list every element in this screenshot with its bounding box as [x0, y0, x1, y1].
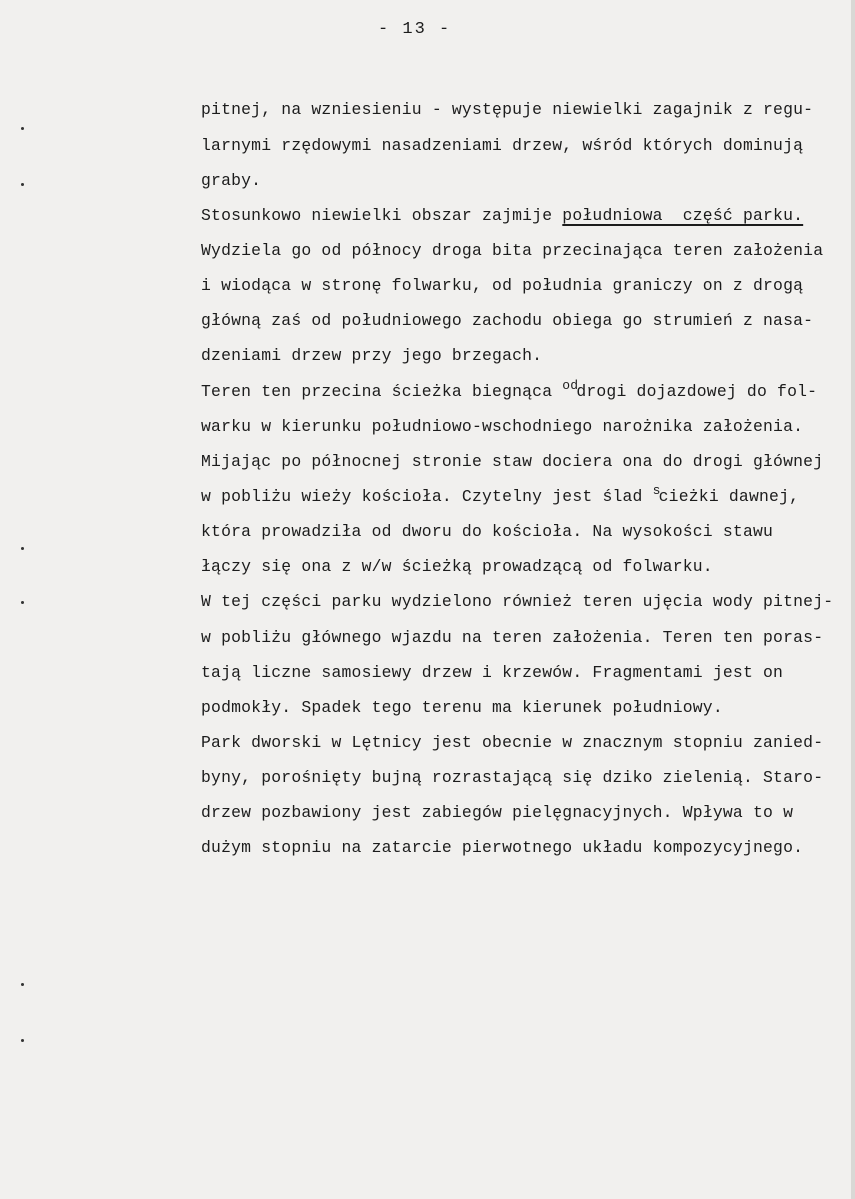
text-segment: cieżki dawnej,: [658, 487, 800, 506]
text-line: Park dworski w Lętnicy jest obecnie w znacznym stopniu zanied-: [201, 733, 824, 752]
margin-mark: [21, 983, 24, 986]
text-line: Wydziela go od północy droga bita przecinająca teren założenia: [201, 241, 824, 260]
text-line: [201, 378, 818, 403]
text-line: podmokły. Spadek tego terenu ma kierunek południowy.: [201, 698, 723, 717]
text-line: warku w kierunku południowo-wschodniego narożnika założenia.: [201, 417, 804, 436]
text-line: byny, porośnięty bujną rozrastającą się dziko zielenią. Staro-: [201, 768, 824, 787]
superscript-insertion: s: [652, 483, 661, 498]
text-segment: drogi dojazdowej do fol-: [576, 382, 818, 401]
text-line: która prowadziła od dworu do kościoła. Na wysokości stawu: [201, 522, 774, 541]
text-segment: Teren ten przecina ścieżka biegnąca: [201, 382, 563, 401]
margin-mark: [21, 183, 24, 186]
text-segment: Stosunkowo niewielki obszar zajmije: [201, 206, 563, 225]
text-line: główną zaś od południowego zachodu obiega go strumień z nasa-: [201, 311, 814, 330]
text-line: dzeniami drzew przy jego brzegach.: [201, 346, 543, 365]
underlined-text: południowa część parku.: [562, 206, 804, 225]
text-line: i wiodąca w stronę folwarku, od południa graniczy on z drogą: [201, 276, 804, 295]
text-line: łączy się ona z w/w ścieżką prowadzącą od folwarku.: [201, 557, 713, 576]
page-number: - 13 -: [378, 20, 452, 39]
text-line: larnymi rzędowymi nasadzeniami drzew, wśród których dominują: [201, 136, 804, 155]
text-line: w pobliżu głównego wjazdu na teren założenia. Teren ten poras-: [201, 628, 824, 647]
text-line: dużym stopniu na zatarcie pierwotnego układu kompozycyjnego.: [201, 838, 804, 857]
margin-mark: [21, 127, 24, 130]
text-line: [201, 206, 803, 226]
text-line: drzew pozbawiony jest zabiegów pielęgnacyjnych. Wpływa to w: [201, 803, 794, 822]
margin-mark: [21, 1039, 24, 1042]
text-line: graby.: [201, 171, 262, 190]
text-line: [201, 483, 800, 508]
margin-mark: [21, 601, 24, 604]
text-line: tają liczne samosiewy drzew i krzewów. Fragmentami jest on: [201, 663, 784, 682]
text-segment: w pobliżu wieży kościoła. Czytelny jest ślad: [201, 487, 653, 506]
text-line: W tej części parku wydzielono również teren ujęcia wody pitnej-: [201, 592, 834, 611]
page-edge: [851, 0, 855, 1199]
margin-mark: [21, 547, 24, 550]
superscript-insertion: od: [562, 378, 579, 393]
text-line: Mijając po północnej stronie staw dociera ona do drogi głównej: [201, 452, 824, 471]
text-line: pitnej, na wzniesieniu - występuje niewielki zagajnik z regu-: [201, 100, 814, 119]
